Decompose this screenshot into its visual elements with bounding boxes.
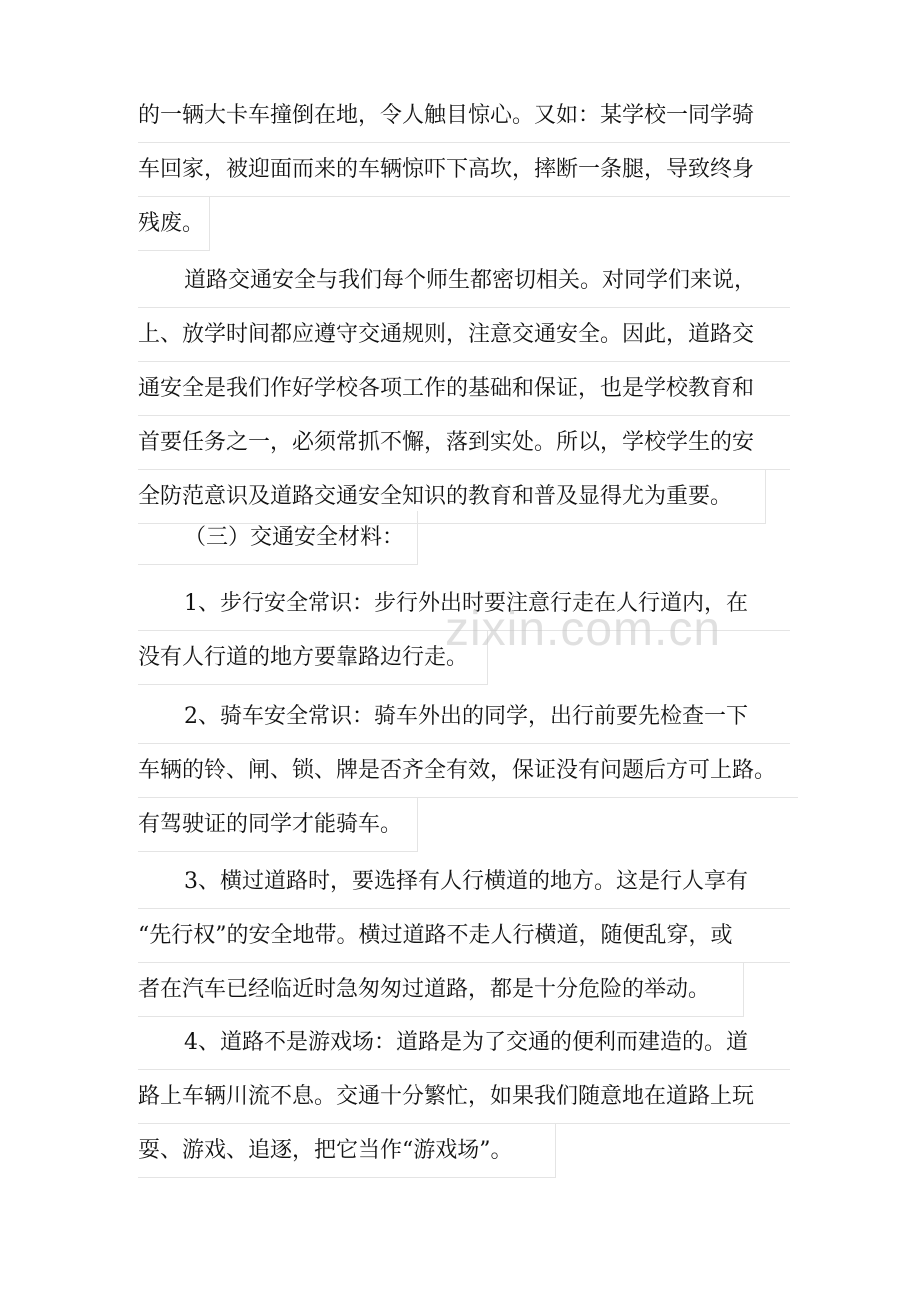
text-line: 通安全是我们作好学校各项工作的基础和保证，也是学校教育和 [138,362,790,416]
text-line: 车回家，被迎面而来的车辆惊吓下高坎，摔断一条腿，导致终身 [138,143,790,197]
paragraph-cycling-safety [138,690,790,852]
text-line: 车辆的铃、闸、锁、牌是否齐全有效，保证没有问题后方可上路。 [138,744,798,798]
text-line: 有驾驶证的同学才能骑车。 [138,798,418,852]
text-line: 3、横过道路时，要选择有人行横道的地方。这是行人享有 [138,855,790,909]
paragraph-2 [138,254,790,524]
text-line: 路上车辆川流不息。交通十分繁忙，如果我们随意地在道路上玩 [138,1070,790,1124]
section-heading [138,511,790,565]
text-line: 道路交通安全与我们每个师生都密切相关。对同学们来说， [138,254,790,308]
text-line: “先行权”的安全地带。横过道路不走人行横道，随便乱穿，或 [138,909,790,963]
paragraph-1 [138,89,790,251]
section-heading-text: （三）交通安全材料： [138,511,418,565]
text-line: 全防范意识及道路交通安全知识的教育和普及显得尤为重要。 [138,470,766,524]
paragraph-road-not-playground [138,1016,790,1178]
paragraph-crossing-road [138,855,790,1017]
text-line: 的一辆大卡车撞倒在地，令人触目惊心。又如：某学校一同学骑 [138,89,790,143]
text-line: 1、步行安全常识：步行外出时要注意行走在人行道内，在 [138,577,790,631]
site-watermark: zixin.com.cn [445,603,722,656]
text-line: 耍、游戏、追逐，把它当作“游戏场”。 [138,1124,556,1178]
text-line: 上、放学时间都应遵守交通规则，注意交通安全。因此，道路交 [138,308,790,362]
text-line: 首要任务之一，必须常抓不懈，落到实处。所以，学校学生的安 [138,416,790,470]
text-line: 没有人行道的地方要靠路边行走。 [138,631,488,685]
text-line: 2、骑车安全常识：骑车外出的同学，出行前要先检查一下 [138,690,790,744]
text-line: 4、道路不是游戏场：道路是为了交通的便利而建造的。道 [138,1016,790,1070]
text-line: 残废。 [138,197,210,251]
text-line: 者在汽车已经临近时急匆匆过道路，都是十分危险的举动。 [138,963,744,1017]
